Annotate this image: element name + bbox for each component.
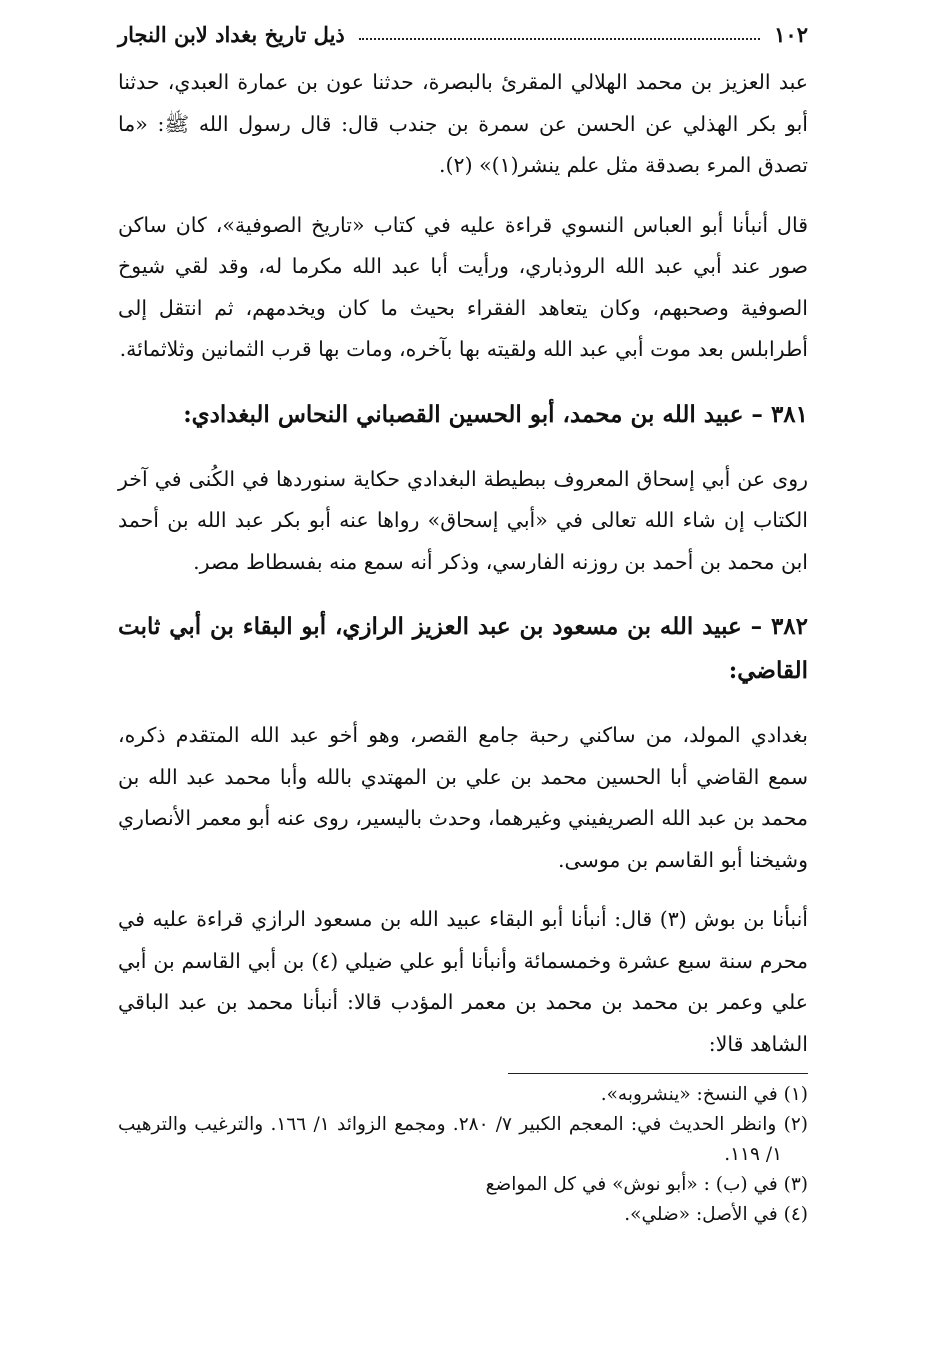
- paragraph-4: بغدادي المولد، من ساكني رحبة جامع القصر، وهو أخو عبد الله المتقدم ذكره، سمع القاضي أبا الحسين محمد بن علي بن المهتدي بالله وأبا محمد عبد الله بن محمد بن عبد الله الصريفيني وغيرهما، وحدث باليسير، روى عنه أبو معمر الأنصاري وشيخنا أبو القاسم بن موسى.: [118, 723, 808, 872]
- footnote-2: (٢) وانظر الحديث في: المعجم الكبير ٧/ ٢٨٠. ومجمع الزوائد ١/ ١٦٦. والترغيب والترهيب ١/ ١١٩.: [118, 1114, 808, 1165]
- paragraph-3: روى عن أبي إسحاق المعروف ببطيطة البغدادي حكاية سنوردها في الكُنى في آخر الكتاب إن شاء الله تعالى في «أبي إسحاق» رواها عنه أبو بكر عبد الله بن أحمد ابن محمد بن أحمد بن روزنه الفارسي، وذكر أنه سمع منه بفسطاط مصر.: [118, 466, 808, 574]
- footnote-3: (٣) في (ب) : «أبو نوش» في كل المواضع: [485, 1174, 808, 1195]
- main-text: [118, 62, 808, 1230]
- header-dotted-leader: [359, 38, 760, 40]
- paragraph-1: عبد العزيز بن محمد الهلالي المقرئ بالبصرة، حدثنا عون بن عمارة العبدي، حدثنا أبو بكر الهذلي عن الحسن عن سمرة بن جندب قال: قال رسول الله ﷺ: «ما تصدق المرء بصدقة مثل علم ينشر(١)» (٢).: [118, 70, 808, 177]
- paragraph-2: قال أنبأنا أبو العباس النسوي قراءة عليه في كتاب «تاريخ الصوفية»، كان ساكن صور عند أبي عبد الله الروذباري، ورأيت أبا عبد الله مكرما له، وقد لقي شيوخ الصوفية وصحبهم، وكان يتعاهد الفقراء بحيث ما كان ويخدمهم، ثم انتقل إلى أطرابلس بعد موت أبي عبد الله ولقيته بها بآخره، ومات بها قرب الثمانين وثلاثمائة.: [118, 212, 808, 361]
- running-title: ذيل تاريخ بغداد لابن النجار: [118, 22, 345, 47]
- paragraph-5: أنبأنا بن بوش (٣) قال: أنبأنا أبو البقاء عبيد الله بن مسعود الرازي قراءة عليه في محرم سنة سبع عشرة وخمسمائة وأنبأنا أبو علي ضيلي (٤) بن أبي القاسم بن أبي علي وعمر بن محمد بن محمد بن معمر المؤدب قالا: أنبأنا محمد بن عبد الباقي الشاهد قالا:: [118, 907, 808, 1056]
- footnote-4: (٤) في الأصل: «ضلي».: [624, 1204, 808, 1225]
- page-number: ١٠٢: [774, 22, 808, 47]
- entry-heading-381: ٣٨١ – عبيد الله بن محمد، أبو الحسين القصباني النحاس البغدادي:: [183, 400, 808, 428]
- footnote-1: (١) في النسخ: «ينشروبه».: [600, 1084, 808, 1105]
- entry-heading-382: ٣٨٢ – عبيد الله بن مسعود بن عبد العزيز الرازي، أبو البقاء بن أبي ثابت القاضي:: [118, 613, 808, 684]
- page-header: [118, 22, 808, 47]
- footnotes: [118, 1080, 808, 1230]
- footnote-separator: [508, 1073, 808, 1074]
